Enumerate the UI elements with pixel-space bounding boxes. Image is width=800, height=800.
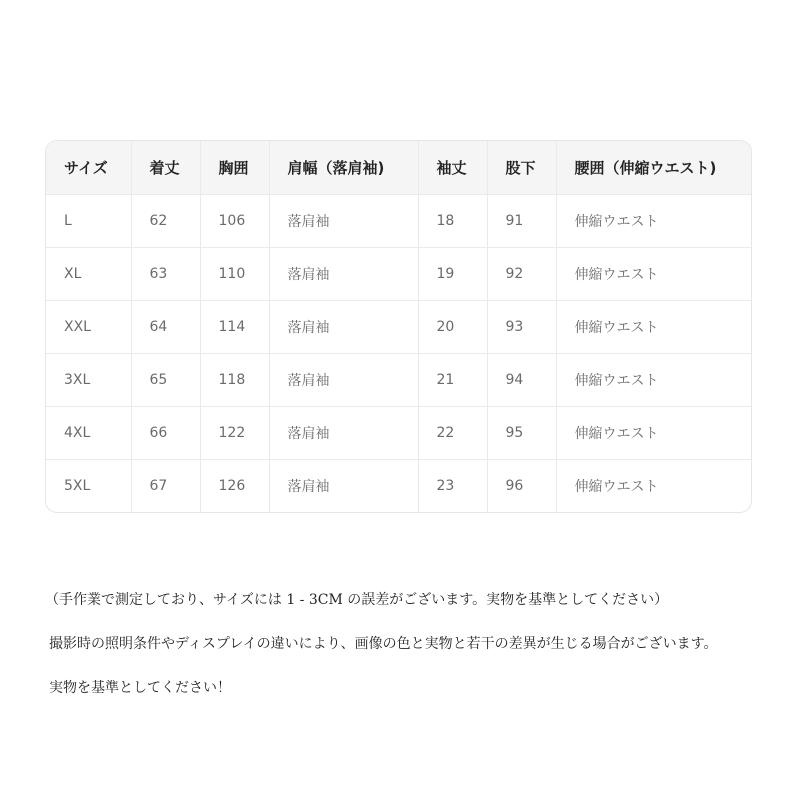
cell-inseam: 94 <box>487 353 556 406</box>
cell-sleeve: 19 <box>418 247 487 300</box>
cell-chest: 122 <box>200 406 269 459</box>
cell-length: 66 <box>131 406 200 459</box>
cell-inseam: 96 <box>487 459 556 512</box>
cell-waist: 伸縮ウエスト <box>556 353 752 406</box>
note-color-difference: 撮影時の照明条件やディスプレイの違いにより、画像の色と実物と若干の差異が生じる場合がございます。 <box>49 636 718 652</box>
cell-waist: 伸縮ウエスト <box>556 300 752 353</box>
note-measurement-error: （手作業で測定しており、サイズには 1 - 3CM の誤差がございます。実物を基準としてください） <box>45 592 669 608</box>
cell-sleeve: 20 <box>418 300 487 353</box>
cell-waist: 伸縮ウエスト <box>556 459 752 512</box>
header-sleeve: 袖丈 <box>418 141 487 194</box>
header-shoulder: 肩幅（落肩袖) <box>269 141 418 194</box>
cell-length: 65 <box>131 353 200 406</box>
cell-sleeve: 18 <box>418 194 487 247</box>
cell-inseam: 93 <box>487 300 556 353</box>
cell-waist: 伸縮ウエスト <box>556 194 752 247</box>
cell-inseam: 91 <box>487 194 556 247</box>
cell-shoulder: 落肩袖 <box>269 406 418 459</box>
cell-shoulder: 落肩袖 <box>269 247 418 300</box>
cell-chest: 110 <box>200 247 269 300</box>
table-row <box>46 247 752 300</box>
table-header-row <box>46 141 752 194</box>
cell-size: 5XL <box>46 459 131 512</box>
note-refer-actual: 実物を基準としてください！ <box>49 680 231 696</box>
size-table <box>46 141 752 512</box>
cell-size: XXL <box>46 300 131 353</box>
cell-chest: 106 <box>200 194 269 247</box>
cell-length: 63 <box>131 247 200 300</box>
cell-waist: 伸縮ウエスト <box>556 247 752 300</box>
cell-sleeve: 23 <box>418 459 487 512</box>
header-length: 着丈 <box>131 141 200 194</box>
cell-shoulder: 落肩袖 <box>269 459 418 512</box>
cell-length: 64 <box>131 300 200 353</box>
cell-shoulder: 落肩袖 <box>269 194 418 247</box>
cell-inseam: 95 <box>487 406 556 459</box>
measurement-notes <box>45 590 785 722</box>
cell-chest: 114 <box>200 300 269 353</box>
cell-inseam: 92 <box>487 247 556 300</box>
cell-size: 4XL <box>46 406 131 459</box>
table-row <box>46 353 752 406</box>
cell-size: L <box>46 194 131 247</box>
cell-chest: 118 <box>200 353 269 406</box>
table-row <box>46 300 752 353</box>
header-inseam: 股下 <box>487 141 556 194</box>
cell-sleeve: 22 <box>418 406 487 459</box>
cell-size: XL <box>46 247 131 300</box>
header-waist: 腰囲（伸縮ウエスト) <box>556 141 752 194</box>
header-size: サイズ <box>46 141 131 194</box>
cell-length: 62 <box>131 194 200 247</box>
cell-sleeve: 21 <box>418 353 487 406</box>
cell-shoulder: 落肩袖 <box>269 300 418 353</box>
cell-waist: 伸縮ウエスト <box>556 406 752 459</box>
size-chart <box>45 140 752 513</box>
table-row <box>46 459 752 512</box>
cell-chest: 126 <box>200 459 269 512</box>
cell-size: 3XL <box>46 353 131 406</box>
table-row <box>46 406 752 459</box>
table-row <box>46 194 752 247</box>
header-chest: 胸囲 <box>200 141 269 194</box>
cell-shoulder: 落肩袖 <box>269 353 418 406</box>
cell-length: 67 <box>131 459 200 512</box>
